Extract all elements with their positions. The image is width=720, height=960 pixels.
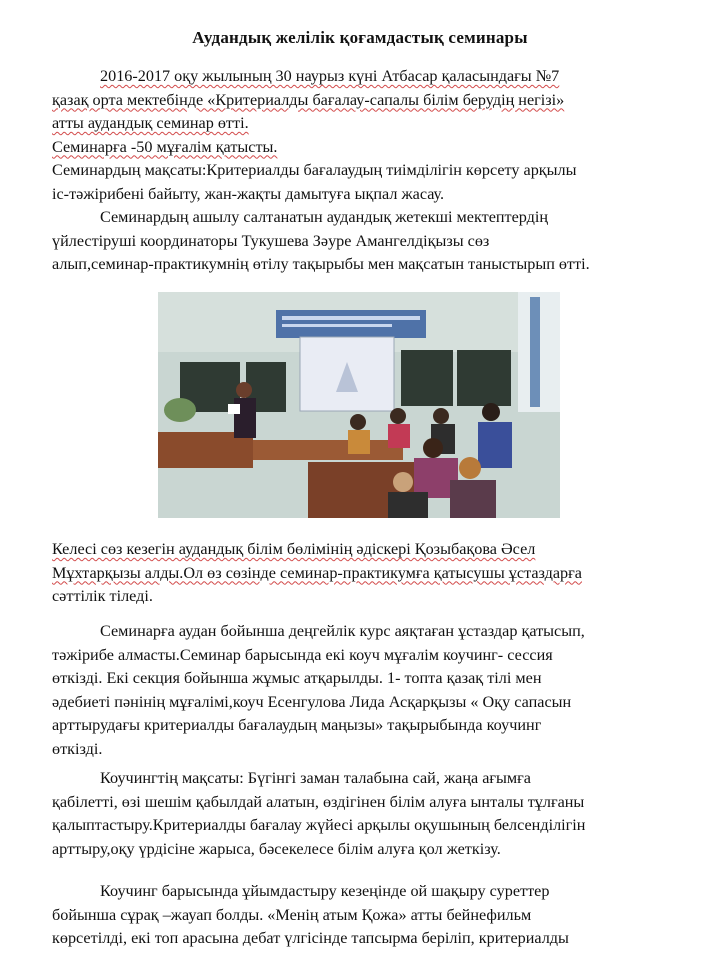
text-line: қалыптастыру.Критериалды бағалау жүйесі арқылы оқушының белсенділігін xyxy=(52,816,586,834)
text-line: Семинардың ашылу салтанатын аудандық жетекші мектептердің xyxy=(100,208,549,226)
text-line: Коучингтің мақсаты: Бүгінгі заман талабына сай, жаңа ағымға xyxy=(100,769,531,787)
paragraph-3 xyxy=(52,620,672,761)
paragraph-2 xyxy=(52,538,672,609)
text-line: Семинардың мақсаты:Критериалды бағалаудың тиімділігін көрсету арқылы xyxy=(52,161,577,179)
seminar-photo xyxy=(158,292,560,518)
page-title: Аудандық желілік қоғамдастық семинары xyxy=(192,28,528,47)
text-line: арттыру,оқу үрдісіне жарыса, бәсекелесе білім алуға қол жеткізу. xyxy=(52,839,501,858)
text-line: іс-тәжірибені байыту, жан-жақты дамытуға ықпал жасау. xyxy=(52,184,445,203)
paragraph-5 xyxy=(52,880,672,951)
text-line: алып,семинар-практикумнің өтілу тақырыбы мен мақсатын таныстырып өтті. xyxy=(52,255,590,273)
text-line: тәжірибе алмасты.Семинар барысында екі коуч мұғалім коучинг- сессия xyxy=(52,645,553,664)
text-line: Семинарға аудан бойынша деңгейлік курс аяқтаған ұстаздар қатысып, xyxy=(100,622,585,640)
text-line: өткізді. xyxy=(52,739,103,758)
text-line: Коучинг барысында ұйымдастыру кезеңінде ой шақыру суреттер xyxy=(100,882,550,900)
seminar-classroom-photo-icon xyxy=(158,292,560,518)
text-line: өткізді. Екі секция бойынша жұмыс атқарылды. 1- топта қазақ тілі мен xyxy=(52,669,542,687)
text-line: бойынша сұрақ –жауап болды. «Менің атым Қожа» атты бейнефильм xyxy=(52,905,532,924)
text-line: көрсетілді, екі топ арасына дебат үлгісінде тапсырма беріліп, критериалды xyxy=(52,929,569,947)
text-line: арттырудағы критериалды бағалаудың маңызы» тақырыбында коучинг xyxy=(52,716,542,734)
text-line: қазақ орта мектебінде «Критериалды бағалау-сапалы білім берудің негізі» xyxy=(52,90,565,109)
text-line: Келесі сөз кезегін аудандық білім бөлімінің әдіскері Қозыбақова Әсел xyxy=(52,540,536,558)
text-line: атты аудандық семинар өтті. xyxy=(52,114,249,132)
text-line: Семинарға -50 мұғалім қатысты. xyxy=(52,137,278,156)
text-line: сәттілік тіледі. xyxy=(52,587,153,605)
intro-paragraph xyxy=(52,65,672,277)
text-line: Мұхтарқызы алды.Ол өз сөзінде семинар-практикумға қатысушы ұстаздарға xyxy=(52,563,582,582)
paragraph-4 xyxy=(52,767,672,861)
text-line: 2016-2017 оқу жылының 30 наурыз күні Атбасар қаласындағы №7 xyxy=(100,67,560,85)
text-line: үйлестіруші координаторы Тукушева Зәуре Амангелдіқызы сөз xyxy=(52,231,490,250)
text-line: қабілетті, өзі шешім қабылдай алатын, өздігінен білім алуға ынталы тұлғаны xyxy=(52,792,585,811)
text-line: әдебиеті пәнінің мұғалімі,коуч Есенгулова Лида Асқарқызы « Оқу сапасын xyxy=(52,692,572,711)
